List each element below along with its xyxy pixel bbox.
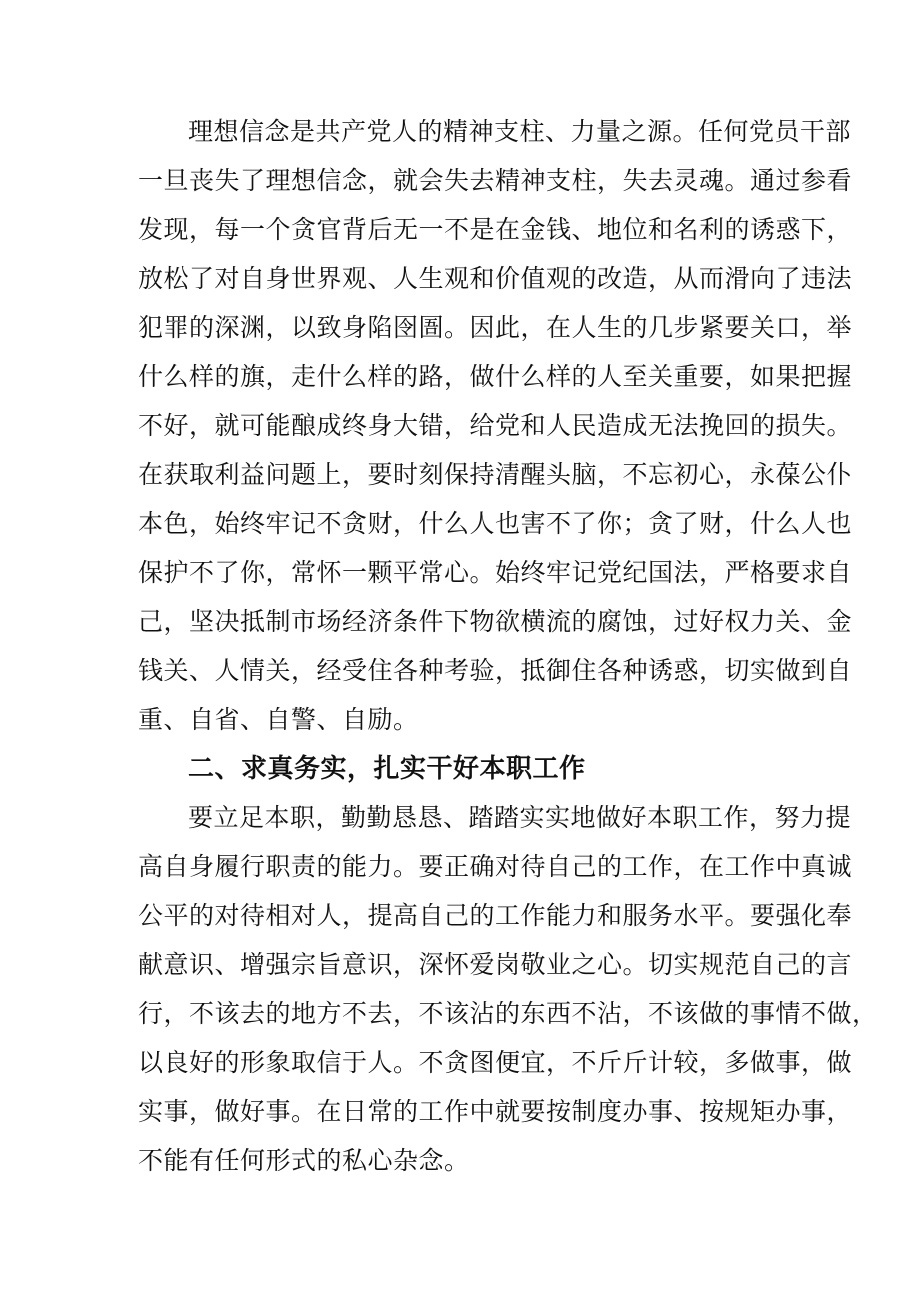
paragraph-line: 什么样的旗，走什么样的路，做什么样的人至关重要，如果把握 bbox=[138, 362, 853, 391]
paragraph-line: 本色，始终牢记不贪财，什么人也害不了你；贪了财，什么人也 bbox=[138, 509, 853, 538]
paragraph-line: 公平的对待相对人，提高自己的工作能力和服务水平。要强化奉 bbox=[138, 901, 853, 930]
paragraph-line: 放松了对自身世界观、人生观和价值观的改造，从而滑向了违法 bbox=[138, 264, 853, 293]
paragraph-line: 行，不该去的地方不去，不该沾的东西不沾，不该做的事情不做， bbox=[138, 999, 878, 1028]
paragraph-line: 犯罪的深渊，以致身陷囹圄。因此，在人生的几步紧要关口，举 bbox=[138, 313, 853, 342]
paragraph-line: 献意识、增强宗旨意识，深怀爱岗敬业之心。切实规范自己的言 bbox=[138, 950, 853, 979]
paragraph-line: 己，坚决抵制市场经济条件下物欲横流的腐蚀，过好权力关、金 bbox=[138, 607, 853, 636]
paragraph-line: 在获取利益问题上，要时刻保持清醒头脑，不忘初心，永葆公仆 bbox=[138, 460, 853, 489]
section-heading: 二、求真务实，扎实干好本职工作 bbox=[188, 754, 586, 784]
paragraph-line: 实事，做好事。在日常的工作中就要按制度办事、按规矩办事， bbox=[138, 1097, 853, 1126]
paragraph-line: 发现，每一个贪官背后无一不是在金钱、地位和名利的诱惑下， bbox=[138, 215, 853, 244]
paragraph-line: 保护不了你，常怀一颗平常心。始终牢记党纪国法，严格要求自 bbox=[138, 558, 853, 587]
paragraph-line: 理想信念是共产党人的精神支柱、力量之源。任何党员干部 bbox=[188, 117, 852, 146]
paragraph-line: 以良好的形象取信于人。不贪图便宜，不斤斤计较，多做事，做 bbox=[138, 1048, 853, 1077]
paragraph-line: 一旦丧失了理想信念，就会失去精神支柱，失去灵魂。通过参看 bbox=[138, 166, 853, 195]
paragraph-line: 重、自省、自警、自励。 bbox=[138, 705, 419, 734]
paragraph-line: 高自身履行职责的能力。要正确对待自己的工作，在工作中真诚 bbox=[138, 852, 853, 881]
paragraph-line: 不能有任何形式的私心杂念。 bbox=[138, 1146, 470, 1175]
paragraph-line: 不好，就可能酿成终身大错，给党和人民造成无法挽回的损失。 bbox=[138, 411, 853, 440]
paragraph-line: 钱关、人情关，经受住各种考验，抵御住各种诱惑，切实做到自 bbox=[138, 656, 853, 685]
paragraph-line: 要立足本职，勤勤恳恳、踏踏实实地做好本职工作，努力提 bbox=[188, 803, 852, 832]
